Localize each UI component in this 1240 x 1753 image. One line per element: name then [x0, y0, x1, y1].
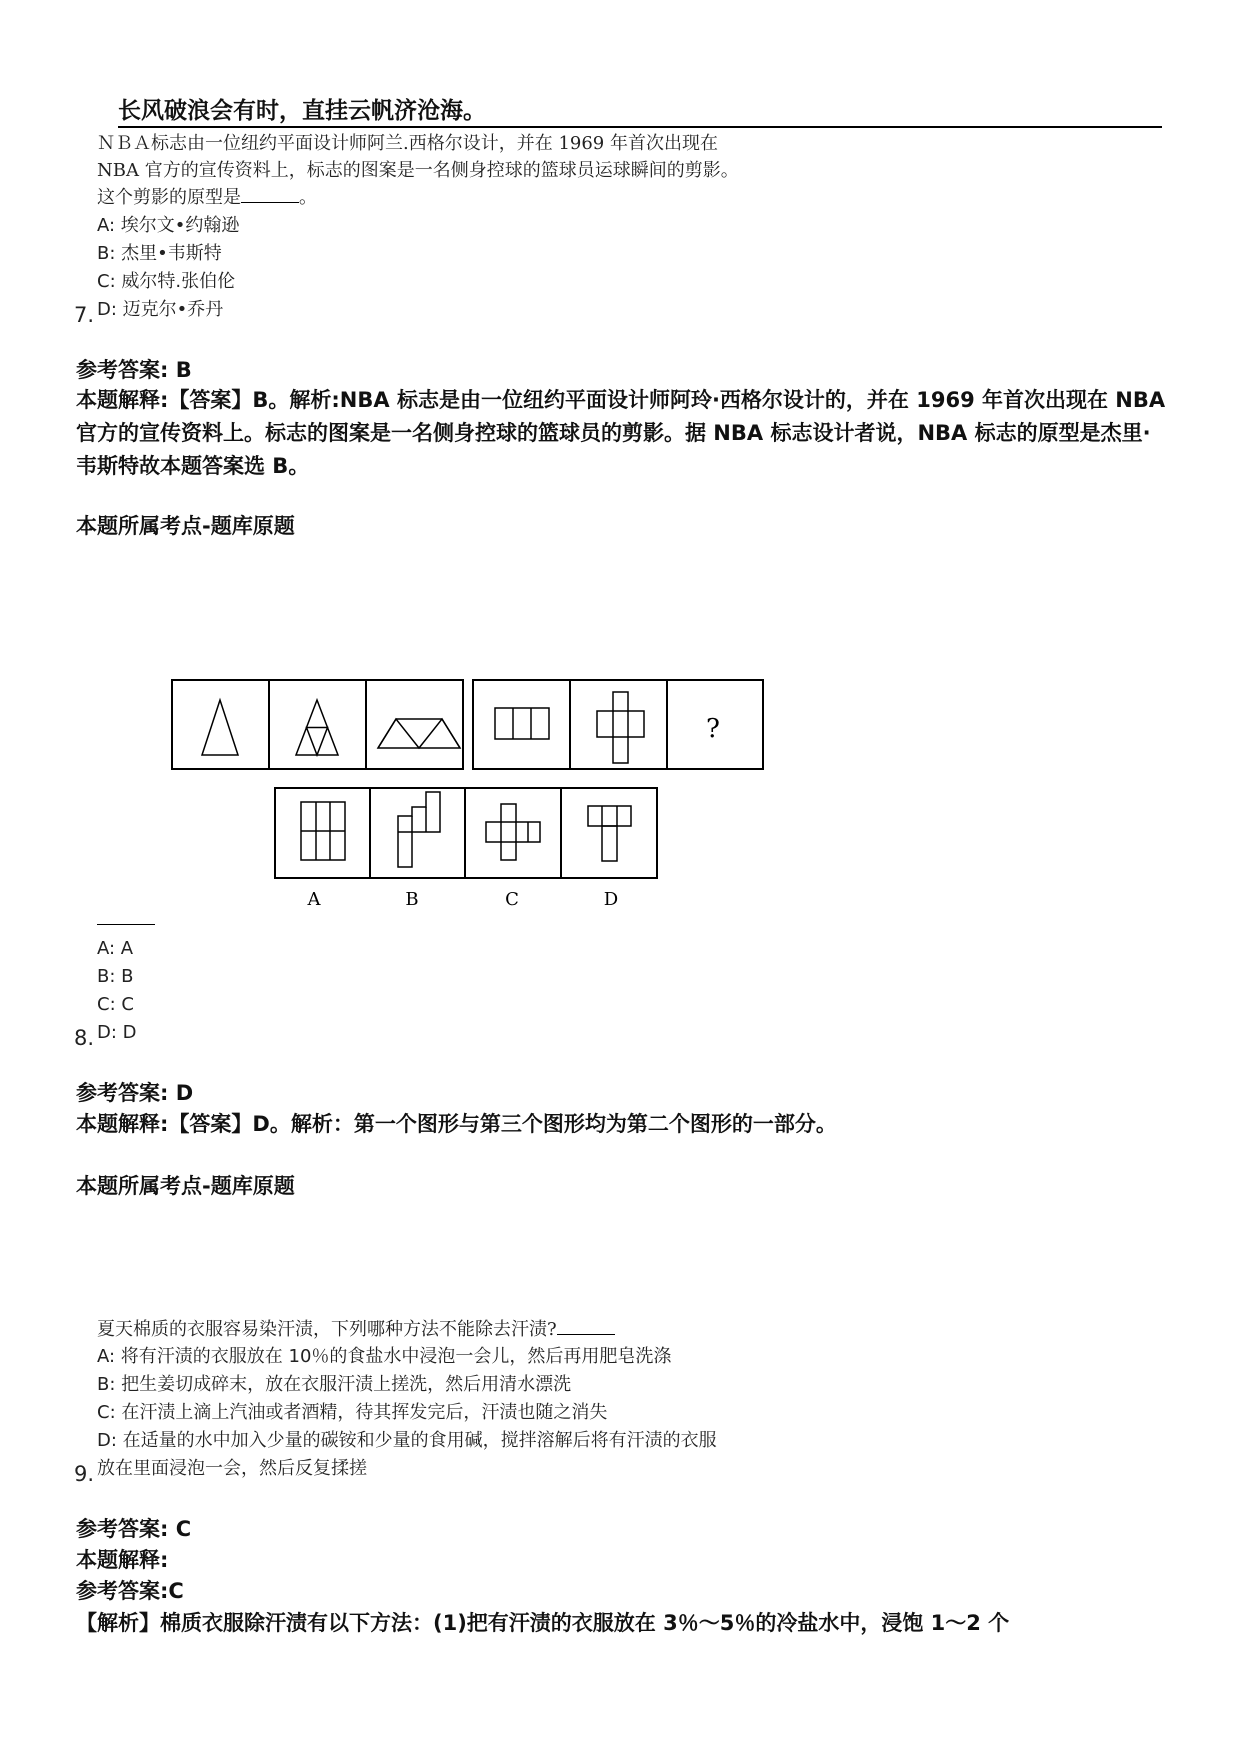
- q7-number: 7.: [74, 303, 95, 327]
- q7-answer: 参考答案: B: [76, 358, 192, 382]
- q9-option-d-continued: 放在里面浸泡一会，然后反复揉搓: [97, 1458, 367, 1479]
- q8-choice-d-shape: [588, 806, 631, 861]
- q8-figure-puzzle: [160, 670, 780, 920]
- q7-option-d[interactable]: D: 迈克尔•乔丹: [97, 299, 224, 320]
- q8-topic: 本题所属考点-题库原题: [76, 1174, 295, 1198]
- q8-answer: 参考答案: D: [76, 1081, 194, 1105]
- q7-topic: 本题所属考点-题库原题: [76, 514, 295, 538]
- q9-answer-repeat: 参考答案:C: [76, 1579, 184, 1603]
- q8-cell-trapezoid-triangles: [378, 719, 460, 748]
- q8-answer-blank: [97, 924, 155, 925]
- q8-choice-label-d: D: [603, 889, 619, 910]
- q8-choice-label-a: A: [307, 889, 321, 910]
- q9-stem-line: [97, 1316, 615, 1343]
- header-divider: [118, 126, 1162, 128]
- q7-stem-text: 这个剪影的原型是: [97, 187, 241, 208]
- q9-explanation-label: 本题解释:: [76, 1548, 169, 1572]
- q8-cell-single-triangle: [202, 700, 238, 755]
- q7-option-a[interactable]: A: 埃尔文•约翰逊: [97, 215, 240, 236]
- q8-question-mark: ?: [706, 714, 720, 744]
- q8-question-row: [172, 680, 763, 769]
- q8-choice-label-c: C: [505, 889, 519, 910]
- q8-choices-row: [275, 788, 657, 910]
- q7-stem-line3: [97, 184, 317, 211]
- q8-option-c[interactable]: C: C: [97, 994, 134, 1015]
- q9-option-d[interactable]: D: 在适量的水中加入少量的碳铵和少量的食用碱，搅拌溶解后将有汗渍的衣服: [97, 1430, 717, 1451]
- q7-stem-line1: ＮＢＡ标志由一位纽约平面设计师阿兰.西格尔设计，并在 1969 年首次出现在: [97, 133, 718, 154]
- q7-option-c[interactable]: C: 威尔特.张伯伦: [97, 271, 236, 292]
- q9-answer-blank: [557, 1334, 615, 1335]
- q9-option-c[interactable]: C: 在汗渍上滴上汽油或者酒精，待其挥发完后，汗渍也随之消失: [97, 1402, 608, 1423]
- q7-option-b[interactable]: B: 杰里•韦斯特: [97, 243, 222, 264]
- q8-choice-a-shape: [301, 802, 345, 860]
- q8-cell-three-squares: [495, 708, 549, 739]
- q8-choice-label-b: B: [405, 889, 419, 910]
- q9-stem: 夏天棉质的衣服容易染汗渍，下列哪种方法不能除去汗渍?: [97, 1319, 557, 1340]
- q7-stem-line2: NBA 官方的宣传资料上，标志的图案是一名侧身控球的篮球员运球瞬间的剪影。: [97, 160, 739, 181]
- q8-explanation: 本题解释:【答案】D。解析：第一个图形与第三个图形均为第二个图形的一部分。: [76, 1112, 837, 1136]
- q8-option-b[interactable]: B: B: [97, 966, 134, 987]
- header-motto: 长风破浪会有时，直挂云帆济沧海。: [118, 97, 486, 124]
- q9-analysis: 【解析】棉质衣服除汗渍有以下方法：(1)把有汗渍的衣服放在 3％～5％的冷盐水中，浸饱 1～2 个: [76, 1611, 1010, 1635]
- q9-number: 9.: [74, 1462, 95, 1486]
- q9-answer: 参考答案: C: [76, 1517, 192, 1541]
- q8-option-a[interactable]: A: A: [97, 938, 134, 959]
- q7-answer-blank: [241, 202, 299, 203]
- q7-explanation: 本题解释:【答案】B。解析:NBA 标志是由一位纽约平面设计师阿玲·西格尔设计的，并在 1969 年首次出现在 NBA 官方的宣传资料上。标志的图案是一名侧身控球的篮球员的剪影。据 NBA 标志设计者说，NBA 标志的原型是杰里·韦斯特故本题答案选 B。: [76, 388, 1166, 478]
- q8-choice-b-shape: [398, 792, 440, 867]
- q8-choice-c-shape: [486, 804, 540, 860]
- q9-option-a[interactable]: A: 将有汗渍的衣服放在 10％的食盐水中浸泡一会儿，然后再用肥皂洗涤: [97, 1346, 672, 1367]
- q8-cell-cross-net: [597, 692, 644, 763]
- q7-stem-end: 。: [299, 187, 317, 208]
- q8-cell-triforce: [296, 700, 338, 755]
- q8-number: 8.: [74, 1026, 95, 1050]
- q9-option-b[interactable]: B: 把生姜切成碎末，放在衣服汗渍上搓洗，然后用清水漂洗: [97, 1374, 572, 1395]
- q8-option-d[interactable]: D: D: [97, 1022, 137, 1043]
